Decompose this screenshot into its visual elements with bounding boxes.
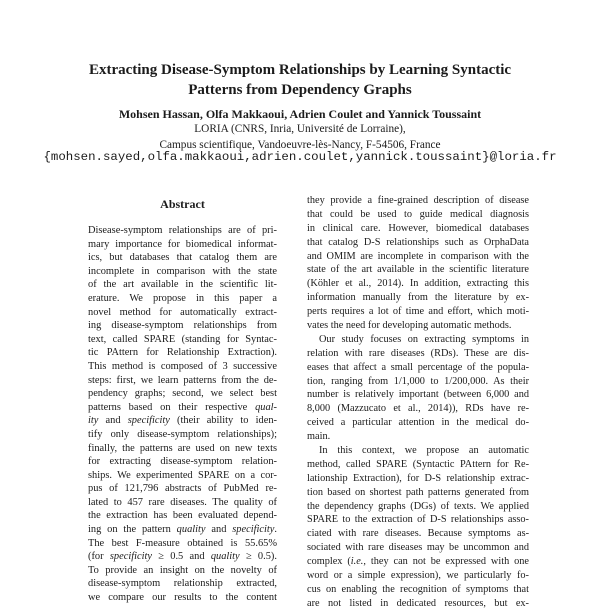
text-line: word or a simple expression), we particularly fo- [307,570,529,582]
text-line: that catalog D-S relationships such as OrphaData [307,236,529,248]
text-line: SPARE to the extraction of D-S relationships asso- [307,514,529,526]
text-line: This method is composed of 3 successive [88,360,277,372]
text-line: novel method for automatically extract- [88,306,277,318]
paragraph [307,333,529,444]
paragraph [307,194,529,333]
text-line: of the art available in the scientific lit- [88,279,277,291]
text-line: ships. We experimented SPARE on a cor- [88,469,277,481]
text-line: ity and specificity (their ability to iden- [88,415,278,427]
text-line: state of the art available in the scientific literature [307,264,529,276]
text-line: (Köhler et al., 2014). In addition, extracting this [307,278,529,290]
text-line: The best F-measure obtained is 55.65% [88,537,277,549]
text-line: ics, but databases that catalog them are [88,252,277,264]
text-line: method, called SPARE (Syntactic PAttern for Re- [307,458,529,470]
text-line: steps: first, we learn patterns from the de- [88,374,277,386]
text-line: ing disease-symptom relationships from [88,320,277,332]
introduction-column [307,194,529,611]
text-line: Disease-symptom relationships are of pri- [88,225,277,236]
text-line: tion, ranging from 1/1,000 to 1/200,000. As their [307,375,529,387]
text-line: patterns based on their respective qual- [88,401,277,413]
author-line: Mohsen Hassan, Olfa Makkaoui, Adrien Coulet and Yannick Toussaint [118,107,482,121]
byline-block [30,106,570,153]
paragraph [307,444,529,611]
text-line: perts requires a lot of time and effort, which moti- [307,306,529,318]
text-line: cus on enabling the recognition of symptoms that [307,583,529,595]
text-line: eases that affect a small percentage of the popula- [307,361,529,373]
text-line: ciated with rare diseases. Because symptoms as- [307,528,529,540]
paper-title-line-2: Patterns from Dependency Graphs [188,82,412,98]
email-line: {mohsen.sayed,olfa.makkaoui,adrien.coulet,yannick.toussaint}@loria.fr [43,150,557,164]
text-line: the dependency graphs (DGs) of texts. We applied [307,500,529,512]
abstract-heading: Abstract [160,197,205,211]
text-line: tion based on shortest path patterns generated from [307,486,529,498]
text-line: the extraction has been evaluated depend- [88,510,277,522]
text-line: To provide an insight on the novelty of [88,564,277,576]
text-line: are not listed in dedicated resources, but ex- [307,597,529,609]
text-line: disease-symptom relationship extracted, [88,578,277,590]
abstract-body [88,224,277,605]
text-line: tic PAttern for Relationship Extraction). [88,347,277,359]
text-line: relation with rare diseases (RDs). These are dis- [307,347,529,359]
text-line: they provide a fine-grained description of disease [307,195,529,206]
text-line: In this context, we propose an automatic [319,445,529,457]
text-line: tify only disease-symptom relationships); [88,428,277,440]
text-line: incomplete in comparison with the state [88,265,277,277]
text-line: that could be used to guide medical diagnosis [307,208,529,220]
text-line: number is relatively important (between 6,000 and [307,389,529,401]
text-line: Our study focuses on extracting symptoms in [319,333,529,345]
text-line: we compare our results to the content [88,592,277,604]
affiliation-line-2: Campus scientifique, Vandoeuvre-lès-Nancy, F-54506, France [159,138,441,151]
text-line: main. [307,431,331,443]
text-line: text, called SPARE (standing for Syntac- [88,333,277,345]
text-line: finally, the patterns are used on new texts [88,442,277,454]
paper-title-line-1: Extracting Disease-Symptom Relationships by Learning Syntactic [88,62,512,78]
text-line: lated to 457 rare diseases. The quality of [88,496,277,508]
text-line: ceived a particular attention in the medical do- [307,417,529,429]
affiliation-line-1: LORIA (CNRS, Inria, Université de Lorraine), [194,123,406,135]
text-line: complex (i.e., they can not be expressed with one [307,556,529,568]
text-line: vates the need for developing automatic methods. [307,320,512,332]
text-line: mary importance for biomedical informat- [88,238,277,250]
paper-title [40,60,560,100]
text-line: for extracting disease-symptom relation- [88,456,277,468]
text-line: 8,000 (Mazzucato et al., 2014)), RDs have re- [307,403,529,415]
text-line: pendency graphs; second, we select best [88,388,277,400]
text-line: information manually from the literature by ex- [307,292,529,304]
text-line: lationship Extraction), for D-S relationship extrac- [307,472,529,484]
text-line: (for specificity ≥ 0.5 and quality ≥ 0.5). [88,551,277,563]
text-line: erature. We propose in this paper a [88,292,277,304]
text-line: ing on the pattern quality and specificity. [88,524,277,536]
text-line: sociated with rare diseases may be uncommon and [307,542,529,554]
text-line: and OMIM are incomplete in comparison with the [307,250,529,262]
text-line: in clinical care. However, biomedical databases [307,222,529,234]
text-line: pus of 121,796 abstracts of PubMed re- [88,483,277,495]
